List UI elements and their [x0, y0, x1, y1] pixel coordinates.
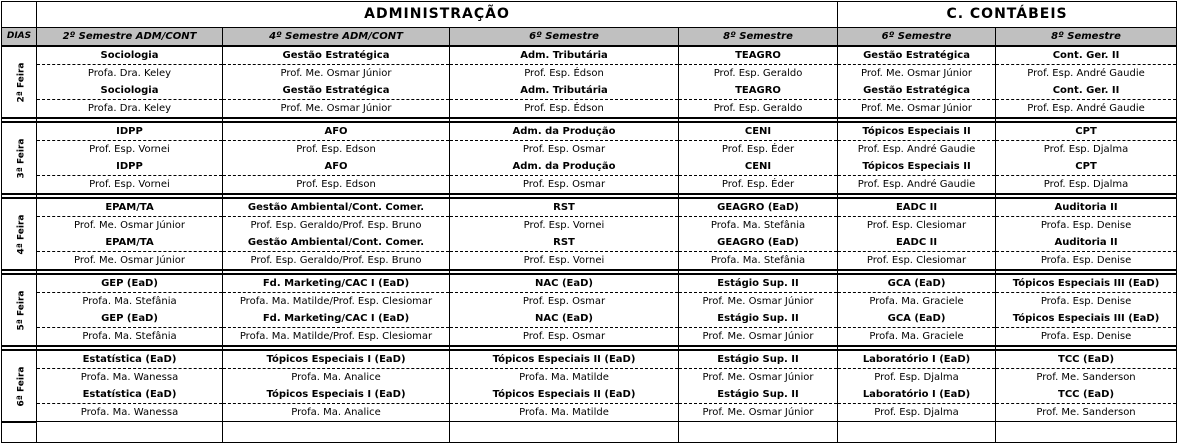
subject-row — [2, 310, 1177, 328]
teacher-row — [2, 217, 1177, 235]
teacher-cell: Prof. Me. Osmar Júnior — [223, 100, 450, 119]
teacher-cell: Prof. Esp. Djalma — [996, 176, 1177, 195]
subject-cell: CPT — [996, 158, 1177, 176]
subject-row — [2, 198, 1177, 217]
subject-cell: Laboratório I (EaD) — [838, 350, 996, 369]
teacher-cell: Profa. Ma. Stefânia — [679, 217, 838, 235]
subject-row — [2, 82, 1177, 100]
subject-cell: IDPP — [37, 158, 223, 176]
separator-cell — [679, 422, 838, 443]
subject-cell: Sociologia — [37, 82, 223, 100]
teacher-cell: Prof. Esp. André Gaudie — [996, 100, 1177, 119]
subject-cell: IDPP — [37, 122, 223, 141]
teacher-cell: Profa. Esp. Denise — [996, 217, 1177, 235]
subject-cell: Adm. da Produção — [450, 122, 679, 141]
teacher-cell: Profa. Ma. Graciele — [838, 293, 996, 311]
subject-cell: GEAGRO (EaD) — [679, 198, 838, 217]
subject-cell: Tópicos Especiais I (EaD) — [223, 350, 450, 369]
subject-cell: TEAGRO — [679, 82, 838, 100]
teacher-cell: Prof. Esp. Geraldo/Prof. Esp. Bruno — [223, 252, 450, 271]
corner-cell — [2, 2, 37, 28]
subject-cell: Fd. Marketing/CAC I (EaD) — [223, 274, 450, 293]
subject-cell: CPT — [996, 122, 1177, 141]
separator-cell — [996, 422, 1177, 443]
subject-cell: Gestão Estratégica — [838, 82, 996, 100]
teacher-cell: Prof. Me. Sanderson — [996, 369, 1177, 387]
teacher-cell: Prof. Esp. Osmar — [450, 328, 679, 347]
teacher-cell: Profa. Dra. Keley — [37, 100, 223, 119]
subject-cell: Tópicos Especiais I (EaD) — [223, 386, 450, 404]
group-contabeis: C. CONTÁBEIS — [838, 2, 1177, 28]
subject-cell: Auditoria II — [996, 198, 1177, 217]
subject-cell: Tópicos Especiais III (EaD) — [996, 274, 1177, 293]
subject-cell: EPAM/TA — [37, 234, 223, 252]
teacher-cell: Profa. Ma. Stefânia — [679, 252, 838, 271]
subject-cell: Sociologia — [37, 46, 223, 65]
subject-cell: Tópicos Especiais II (EaD) — [450, 386, 679, 404]
teacher-cell: Prof. Me. Osmar Júnior — [838, 65, 996, 83]
subject-cell: Tópicos Especiais II (EaD) — [450, 350, 679, 369]
column-header: 8º Semestre — [996, 28, 1177, 47]
teacher-row — [2, 404, 1177, 422]
subject-cell: TCC (EaD) — [996, 350, 1177, 369]
subject-cell: RST — [450, 198, 679, 217]
teacher-cell: Prof. Esp. Édson — [450, 100, 679, 119]
separator-cell — [450, 422, 679, 443]
teacher-cell: Prof. Esp. André Gaudie — [996, 65, 1177, 83]
subject-row — [2, 234, 1177, 252]
subject-row — [2, 122, 1177, 141]
teacher-cell: Profa. Esp. Denise — [996, 293, 1177, 311]
teacher-cell: Profa. Esp. Denise — [996, 252, 1177, 271]
teacher-cell: Prof. Esp. Éder — [679, 141, 838, 159]
teacher-cell: Prof. Me. Osmar Júnior — [679, 293, 838, 311]
day-label-cell — [2, 122, 37, 194]
teacher-cell: Profa. Ma. Stefânia — [37, 293, 223, 311]
subject-cell: Gestão Estratégica — [223, 82, 450, 100]
subject-cell: Tópicos Especiais II — [838, 122, 996, 141]
subject-cell: GEP (EaD) — [37, 274, 223, 293]
teacher-cell: Prof. Me. Sanderson — [996, 404, 1177, 422]
subject-cell: Adm. Tributária — [450, 46, 679, 65]
teacher-cell: Prof. Esp. Edson — [223, 141, 450, 159]
subject-cell: Gestão Estratégica — [838, 46, 996, 65]
teacher-row — [2, 252, 1177, 271]
group-administracao: ADMINISTRAÇÃO — [37, 2, 838, 28]
teacher-cell: Prof. Esp. Osmar — [450, 176, 679, 195]
column-header: 6º Semestre — [450, 28, 679, 47]
subject-cell: Gestão Ambiental/Cont. Comer. — [223, 234, 450, 252]
teacher-cell: Prof. Esp. Clesiomar — [838, 217, 996, 235]
teacher-cell: Prof. Esp. André Gaudie — [838, 176, 996, 195]
subject-cell: NAC (EaD) — [450, 310, 679, 328]
teacher-cell: Prof. Me. Osmar Júnior — [37, 252, 223, 271]
subject-cell: Estágio Sup. II — [679, 350, 838, 369]
day-label: 2ª Feira — [16, 62, 27, 103]
subject-cell: GCA (EaD) — [838, 274, 996, 293]
day-label: 3ª Feira — [16, 138, 27, 179]
teacher-cell: Prof. Esp. Édson — [450, 65, 679, 83]
subject-cell: Estágio Sup. II — [679, 274, 838, 293]
teacher-cell: Prof. Esp. Djalma — [838, 369, 996, 387]
subject-cell: Tópicos Especiais III (EaD) — [996, 310, 1177, 328]
teacher-cell: Prof. Me. Osmar Júnior — [37, 217, 223, 235]
schedule-body — [2, 46, 1177, 442]
teacher-cell: Prof. Me. Osmar Júnior — [679, 369, 838, 387]
schedule-table — [1, 1, 1177, 443]
teacher-cell: Prof. Esp. Osmar — [450, 141, 679, 159]
subject-cell: GEAGRO (EaD) — [679, 234, 838, 252]
teacher-cell: Prof. Esp. Geraldo — [679, 65, 838, 83]
subject-cell: Laboratório I (EaD) — [838, 386, 996, 404]
subject-cell: Estágio Sup. II — [679, 386, 838, 404]
subject-cell: Cont. Ger. II — [996, 82, 1177, 100]
day-label-cell — [2, 350, 37, 422]
teacher-cell: Profa. Ma. Matilde — [450, 369, 679, 387]
teacher-cell: Profa. Ma. Graciele — [838, 328, 996, 347]
teacher-cell: Prof. Me. Osmar Júnior — [838, 100, 996, 119]
subject-cell: AFO — [223, 158, 450, 176]
teacher-cell: Prof. Esp. Osmar — [450, 293, 679, 311]
dias-header: DIAS — [2, 28, 37, 47]
subject-row — [2, 386, 1177, 404]
column-header: 2º Semestre ADM/CONT — [37, 28, 223, 47]
subject-cell: Estatística (EaD) — [37, 350, 223, 369]
subject-cell: Adm. Tributária — [450, 82, 679, 100]
teacher-cell: Profa. Ma. Matilde/Prof. Esp. Clesiomar — [223, 328, 450, 347]
teacher-row — [2, 293, 1177, 311]
subject-cell: Gestão Estratégica — [223, 46, 450, 65]
subject-cell: Gestão Ambiental/Cont. Comer. — [223, 198, 450, 217]
separator-cell — [2, 422, 37, 443]
subject-cell: TEAGRO — [679, 46, 838, 65]
teacher-cell: Prof. Esp. Éder — [679, 176, 838, 195]
teacher-row — [2, 328, 1177, 347]
teacher-cell: Prof. Esp. Vornei — [37, 176, 223, 195]
day-label-cell — [2, 46, 37, 118]
teacher-cell: Profa. Ma. Matilde/Prof. Esp. Clesiomar — [223, 293, 450, 311]
subject-cell: Auditoria II — [996, 234, 1177, 252]
teacher-cell: Profa. Ma. Wanessa — [37, 404, 223, 422]
subject-cell: Fd. Marketing/CAC I (EaD) — [223, 310, 450, 328]
teacher-cell: Prof. Me. Osmar Júnior — [679, 328, 838, 347]
teacher-cell: Prof. Esp. Vornei — [450, 252, 679, 271]
teacher-cell: Profa. Ma. Analice — [223, 404, 450, 422]
empty-row — [2, 422, 1177, 443]
subject-cell: Estatística (EaD) — [37, 386, 223, 404]
subject-cell: Adm. da Produção — [450, 158, 679, 176]
separator-cell — [223, 422, 450, 443]
column-header: 6º Semestre — [838, 28, 996, 47]
column-header: 8º Semestre — [679, 28, 838, 47]
subject-cell: Cont. Ger. II — [996, 46, 1177, 65]
teacher-cell: Prof. Esp. Djalma — [838, 404, 996, 422]
subject-cell: RST — [450, 234, 679, 252]
separator-cell — [838, 422, 996, 443]
teacher-row — [2, 369, 1177, 387]
subject-row — [2, 350, 1177, 369]
day-label-cell — [2, 198, 37, 270]
teacher-cell: Profa. Ma. Analice — [223, 369, 450, 387]
day-label: 4ª Feira — [16, 214, 27, 255]
day-label: 6ª Feira — [16, 366, 27, 407]
subject-cell: Estágio Sup. II — [679, 310, 838, 328]
teacher-cell: Profa. Ma. Matilde — [450, 404, 679, 422]
subject-cell: GEP (EaD) — [37, 310, 223, 328]
teacher-cell: Profa. Ma. Wanessa — [37, 369, 223, 387]
teacher-cell: Prof. Me. Osmar Júnior — [679, 404, 838, 422]
subject-row — [2, 46, 1177, 65]
teacher-cell: Prof. Me. Osmar Júnior — [223, 65, 450, 83]
subject-cell: AFO — [223, 122, 450, 141]
subject-cell: CENI — [679, 122, 838, 141]
teacher-cell: Profa. Esp. Denise — [996, 328, 1177, 347]
teacher-row — [2, 141, 1177, 159]
teacher-row — [2, 65, 1177, 83]
teacher-cell: Prof. Esp. Geraldo — [679, 100, 838, 119]
subject-cell: Tópicos Especiais II — [838, 158, 996, 176]
subject-cell: EPAM/TA — [37, 198, 223, 217]
subject-cell: TCC (EaD) — [996, 386, 1177, 404]
teacher-row — [2, 100, 1177, 119]
subject-cell: NAC (EaD) — [450, 274, 679, 293]
teacher-cell: Profa. Ma. Stefânia — [37, 328, 223, 347]
teacher-cell: Prof. Esp. Edson — [223, 176, 450, 195]
subject-cell: CENI — [679, 158, 838, 176]
teacher-cell: Prof. Esp. Djalma — [996, 141, 1177, 159]
column-header: 4º Semestre ADM/CONT — [223, 28, 450, 47]
subject-row — [2, 274, 1177, 293]
teacher-cell: Prof. Esp. Clesiomar — [838, 252, 996, 271]
teacher-row — [2, 176, 1177, 195]
teacher-cell: Prof. Esp. Geraldo/Prof. Esp. Bruno — [223, 217, 450, 235]
subject-row — [2, 158, 1177, 176]
teacher-cell: Prof. Esp. Vornei — [450, 217, 679, 235]
day-label-cell — [2, 274, 37, 346]
subject-cell: EADC II — [838, 198, 996, 217]
day-label: 5ª Feira — [16, 290, 27, 331]
teacher-cell: Prof. Esp. André Gaudie — [838, 141, 996, 159]
teacher-cell: Profa. Dra. Keley — [37, 65, 223, 83]
teacher-cell: Prof. Esp. Vornei — [37, 141, 223, 159]
subject-cell: GCA (EaD) — [838, 310, 996, 328]
subject-cell: EADC II — [838, 234, 996, 252]
separator-cell — [37, 422, 223, 443]
